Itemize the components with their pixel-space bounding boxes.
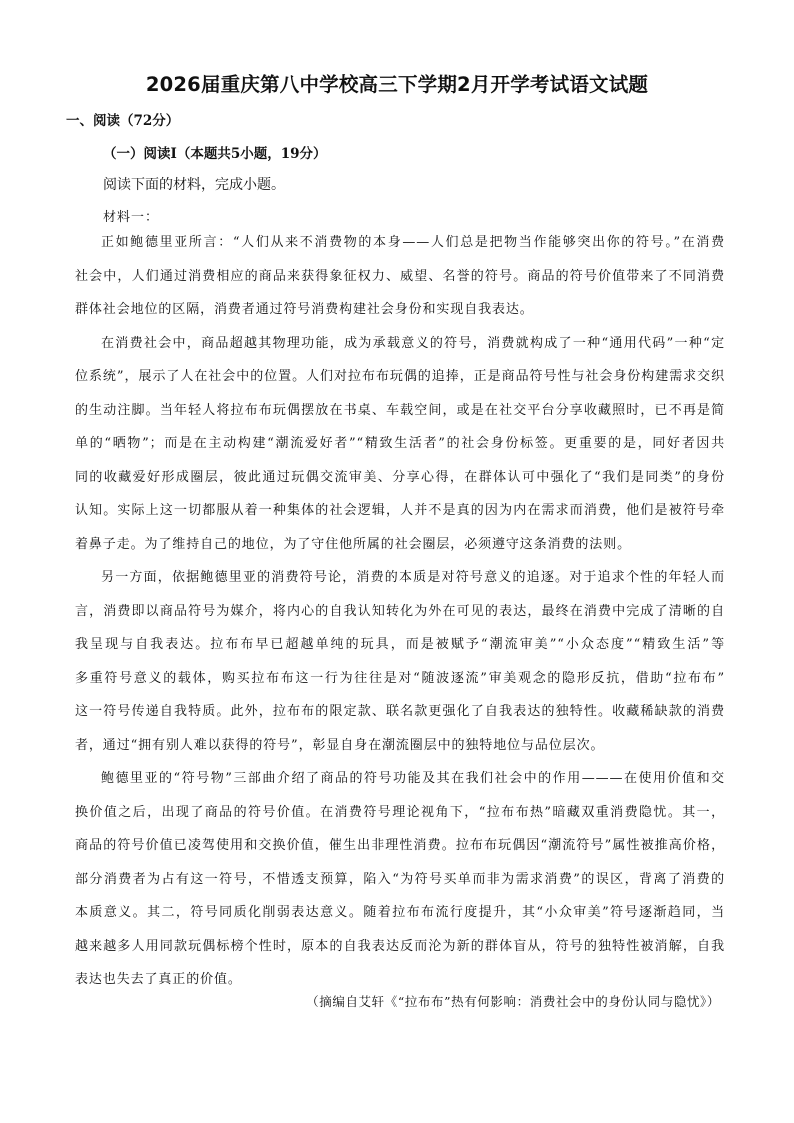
passage-line: 着鼻子走。为了维持自己的地位，为了守住他所属的社会圈层，必须遵守这条消费的法则。: [75, 536, 632, 552]
passage-line: 鲍德里亚的“符号物”三部曲介绍了商品的符号功能及其在我们社会中的作用———在使用价值和交: [101, 771, 725, 786]
passage-line: 越来越多人用同款玩偶标榜个性时，原本的自我表达反而沦为新的群体盲从，符号的独特性被消解，自我: [75, 938, 725, 954]
passage-line: 多重符号意义的载体，购买拉布布这一行为往往是对“随波逐流”审美观念的隐形反抗，借助“拉布布”: [75, 670, 725, 686]
passage-line: 单的“晒物”；而是在主动构建“潮流爱好者”“精致生活者”的社会身份标签。更重要的是，同好者因共: [75, 436, 725, 451]
sub-heading: （一）阅读Ⅰ（本题共5小题，19分）: [103, 146, 327, 162]
passage-line: 表达也失去了真正的价值。: [75, 972, 242, 987]
passage-line: 这一符号传递自我特质。此外，拉布布的限定款、联名款更强化了自我表达的独特性。收藏稀缺款的消费: [75, 704, 725, 719]
passage-line: 的生动注脚。当年轻人将拉布布玩偶摆放在书桌、车载空间，或是在社交平台分享收藏照时，已不再是简: [75, 402, 725, 418]
passage-line: 群体社会地位的区隔，消费者通过符号消费构建社会身份和实现自我表达。: [75, 302, 534, 317]
source-citation: （摘编自艾轩《“拉布布”热有何影响：消费社会中的身份认同与隐忧》）: [306, 994, 720, 1009]
passage-line: 社会中，人们通过消费相应的商品来获得象征权力、威望、名誉的符号。商品的符号价值带来了不同消费: [75, 268, 725, 284]
passage-line: 位系统”，展示了人在社会中的位置。人们对拉布布玩偶的追捧，正是商品符号性与社会身份构建需求交织: [75, 369, 725, 384]
passage-line: 商品的符号价值已凌驾使用和交换价值，催生出非理性消费。拉布布玩偶因“潮流符号”属性被推高价格，: [75, 838, 725, 853]
passage-body: [75, 226, 725, 997]
passage-line: 同的收藏爱好形成圈层，彼此通过玩偶交流审美、分享心得，在群体认可中强化了“我们是同类”的身份: [75, 469, 725, 485]
passage-line: 言，消费即以商品符号为媒介，将内心的自我认知转化为外在可见的表达，最终在消费中完成了清晰的自: [75, 603, 725, 619]
passage-line: 认知。实际上这一切都服从着一种集体的社会逻辑，人并不是真的因为内在需求而消费，他们是被符号牵: [75, 503, 725, 518]
passage-line: 正如鲍德里亚所言：“人们从来不消费物的本身——人们总是把物当作能够突出你的符号。”在消费: [101, 235, 725, 250]
passage-line: 者，通过“拥有别人难以获得的符号”，彰显自身在潮流圈层中的独特地位与品位层次。: [75, 737, 605, 753]
material-label: 材料一：: [103, 210, 160, 225]
passage-line: 本质意义。其二，符号同质化削弱表达意义。随着拉布布流行度提升，其“小众审美”符号逐渐趋同，当: [75, 905, 725, 920]
passage-line: 另一方面，依据鲍德里亚的消费符号论，消费的本质是对符号意义的追逐。对于追求个性的年轻人而: [101, 570, 725, 585]
instruction-text: 阅读下面的材料，完成小题。: [103, 177, 285, 193]
page-title: 2026届重庆第八中学校高三下学期2月开学考试语文试题: [145, 73, 649, 96]
passage-line: 我呈现与自我表达。拉布布早已超越单纯的玩具，而是被赋予“潮流审美”“小众态度”“精致生活”等: [75, 637, 725, 652]
passage-line: 部分消费者为占有这一符号，不惜透支预算，陷入“为符号买单而非为需求消费”的误区，背离了消费的: [75, 871, 725, 887]
passage-line: 换价值之后，出现了商品的符号价值。在消费符号理论视角下，“拉布布热”暗藏双重消费隐忧。其一，: [75, 804, 725, 820]
passage-line: 在消费社会中，商品超越其物理功能，成为承载意义的符号，消费就构成了一种“通用代码”一种“定: [101, 335, 725, 351]
section-heading: 一、阅读（72分）: [66, 113, 180, 129]
